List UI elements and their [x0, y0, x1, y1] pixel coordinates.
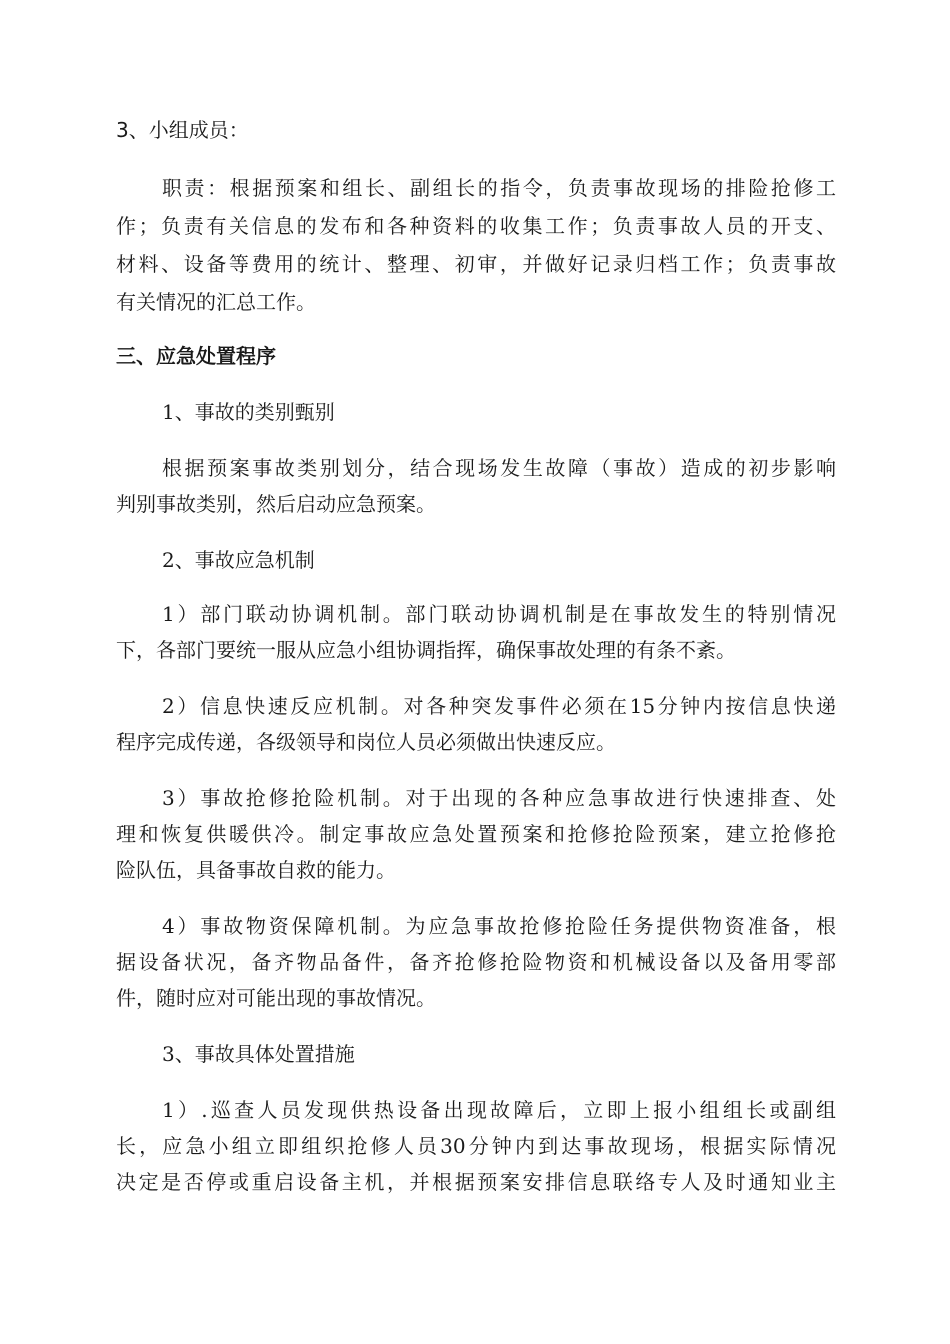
paragraph-line: 根据预案事故类别划分，结合现场发生故障（事故）造成的初步影响 — [162, 456, 836, 480]
paragraph-line: 1）部门联动协调机制。部门联动协调机制是在事故发生的特别情况 — [162, 602, 836, 626]
members-heading: 3、小组成员： — [116, 118, 249, 142]
subsection-title-2: 2、事故应急机制 — [162, 548, 315, 572]
paragraph-line: 3）事故抢修抢险机制。对于出现的各种应急事故进行快速排查、处 — [162, 786, 836, 810]
paragraph-line: 1）.巡查人员发现供热设备出现故障后，立即上报小组组长或副组 — [162, 1098, 836, 1122]
paragraph-line: 决定是否停或重启设备主机，并根据预案安排信息联络专人及时通知业主 — [116, 1170, 836, 1194]
duties-line: 有关情况的汇总工作。 — [116, 290, 316, 314]
paragraph-line: 4）事故物资保障机制。为应急事故抢修抢险任务提供物资准备，根 — [162, 914, 836, 938]
paragraph-line: 2）信息快速反应机制。对各种突发事件必须在15分钟内按信息快递 — [162, 694, 836, 718]
paragraph-line: 长，应急小组立即组织抢修人员30分钟内到达事故现场，根据实际情况 — [116, 1134, 836, 1158]
subsection-title-1: 1、事故的类别甄别 — [162, 400, 335, 424]
paragraph-line: 险队伍，具备事故自救的能力。 — [116, 858, 396, 882]
paragraph-line: 据设备状况，备齐物品备件，备齐抢修抢险物资和机械设备以及备用零部 — [116, 950, 836, 974]
duties-line: 职责：根据预案和组长、副组长的指令，负责事故现场的排险抢修工 — [162, 176, 836, 200]
paragraph-line: 下，各部门要统一服从应急小组协调指挥，确保事故处理的有条不紊。 — [116, 638, 736, 662]
paragraph-line: 判别事故类别，然后启动应急预案。 — [116, 492, 436, 516]
subsection-title-3: 3、事故具体处置措施 — [162, 1042, 355, 1066]
duties-line: 作；负责有关信息的发布和各种资料的收集工作；负责事故人员的开支、 — [116, 214, 836, 238]
duties-line: 材料、设备等费用的统计、整理、初审，并做好记录归档工作；负责事故 — [116, 252, 836, 276]
paragraph-line: 件，随时应对可能出现的事故情况。 — [116, 986, 436, 1010]
section-title: 三、应急处置程序 — [116, 344, 276, 368]
paragraph-line: 理和恢复供暖供冷。制定事故应急处置预案和抢修抢险预案，建立抢修抢 — [116, 822, 836, 846]
paragraph-line: 程序完成传递，各级领导和岗位人员必须做出快速反应。 — [116, 730, 616, 754]
